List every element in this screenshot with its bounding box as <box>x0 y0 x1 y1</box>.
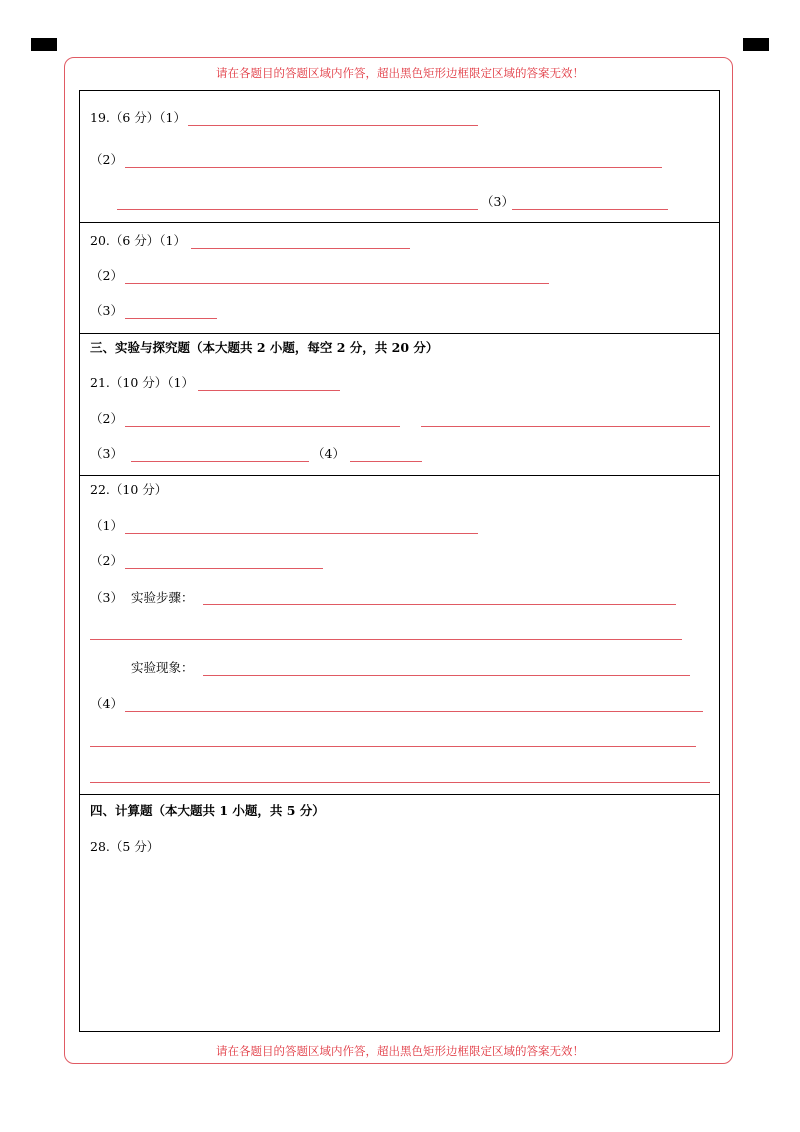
q22-4-answer-line[interactable] <box>125 711 703 712</box>
q22-1-answer-line[interactable] <box>125 533 478 534</box>
q28-heading: 28.（5 分） <box>90 839 160 854</box>
q21-2-answer-line-a[interactable] <box>125 426 400 427</box>
q19-2-answer-line[interactable] <box>125 167 662 168</box>
q22-part1-label: （1） <box>90 518 123 533</box>
warning-top: 请在各题目的答题区域内作答，超出黑色矩形边框限定区域的答案无效！ <box>216 66 584 80</box>
registration-mark-left <box>31 38 57 51</box>
q22-part2-label: （2） <box>90 553 123 568</box>
q21-1-answer-line[interactable] <box>198 390 340 391</box>
q22-part4-label: （4） <box>90 696 123 711</box>
q20-part3-label: （3） <box>90 303 123 318</box>
q22-box <box>79 475 720 795</box>
q20-part2-label: （2） <box>90 268 123 283</box>
q22-phenomenon-answer-line[interactable] <box>203 675 690 676</box>
q19-part2-label: （2） <box>90 152 123 167</box>
q22-part3-label: （3） <box>90 590 123 605</box>
q21-part3-label: （3） <box>90 446 123 461</box>
q22-4-answer-line-cont2[interactable] <box>90 782 710 783</box>
q19-2-answer-line-cont[interactable] <box>117 209 478 210</box>
q21-part2-label: （2） <box>90 411 123 426</box>
q20-3-answer-line[interactable] <box>125 318 217 319</box>
q21-part4-label: （4） <box>312 446 345 461</box>
section4-title: 四、计算题（本大题共 1 小题，共 5 分） <box>90 803 325 818</box>
q21-heading: 21.（10 分）（1） <box>90 375 194 390</box>
q22-2-answer-line[interactable] <box>125 568 323 569</box>
section3-title: 三、实验与探究题（本大题共 2 小题，每空 2 分，共 20 分） <box>90 340 439 355</box>
warning-bottom: 请在各题目的答题区域内作答，超出黑色矩形边框限定区域的答案无效！ <box>216 1044 584 1058</box>
q20-2-answer-line[interactable] <box>125 283 549 284</box>
registration-mark-right <box>743 38 769 51</box>
q21-4-answer-line[interactable] <box>350 461 422 462</box>
q28-answer-area[interactable] <box>90 862 710 1022</box>
q19-3-answer-line[interactable] <box>512 209 668 210</box>
q19-part3-label: （3） <box>481 194 514 209</box>
q22-steps-answer-line[interactable] <box>203 604 676 605</box>
q20-heading: 20.（6 分）（1） <box>90 233 187 248</box>
q21-2-answer-line-b[interactable] <box>421 426 710 427</box>
q22-4-answer-line-cont1[interactable] <box>90 746 696 747</box>
q22-heading: 22.（10 分） <box>90 482 168 497</box>
q19-1-answer-line[interactable] <box>188 125 478 126</box>
q22-phenomenon-label: 实验现象： <box>131 660 194 675</box>
q22-steps-label: 实验步骤： <box>131 590 194 605</box>
q19-heading: 19.（6 分）（1） <box>90 110 187 125</box>
q21-3-answer-line[interactable] <box>131 461 309 462</box>
q22-steps-answer-line-cont[interactable] <box>90 639 682 640</box>
q20-1-answer-line[interactable] <box>191 248 410 249</box>
